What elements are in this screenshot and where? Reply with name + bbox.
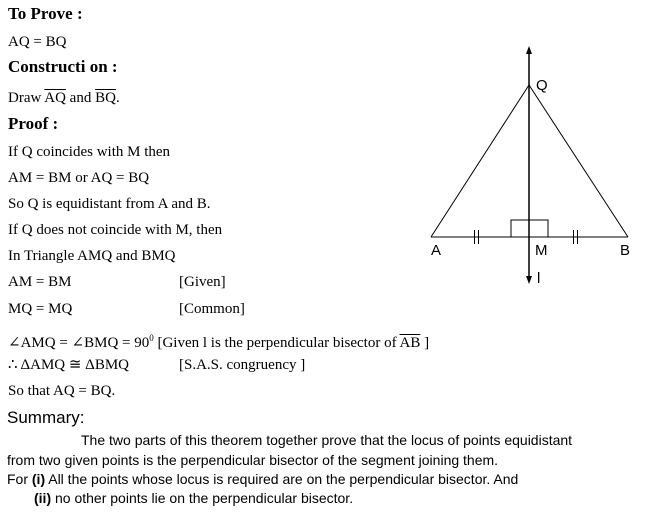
segment-bq: $\overline{BQ}$: [95, 90, 116, 106]
arrow-up-icon: [526, 46, 532, 54]
label-a: A: [431, 242, 442, 259]
congruence-reason: [S.A.S. congruency ]: [179, 357, 306, 373]
label-m: M: [535, 242, 548, 259]
and-text: and: [65, 90, 96, 106]
arrow-down-icon: [526, 276, 532, 284]
congruence-statement: ∴ ΔAMQ ≅ ΔBMQ: [8, 357, 130, 373]
item-marker: (ii): [34, 490, 52, 506]
segment-aq-line: [431, 85, 529, 237]
item-text: All the points whose locus is required are on the perpendicular bisector. And: [45, 471, 519, 487]
for-label: For: [7, 471, 32, 487]
label-b: B: [620, 242, 631, 259]
to-prove-statement: AQ = BQ: [8, 34, 67, 50]
segment-aq: $\overline{AQ}$: [44, 90, 66, 106]
item-marker: (i): [31, 471, 46, 487]
proof-line: In Triangle AMQ and BMQ: [8, 248, 176, 264]
step-statement: MQ = MQ: [8, 301, 73, 317]
angle-reason: [Given l is the perpendicular bisector of: [153, 335, 400, 351]
summary-line: from two given points is the perpendicular bisector of the segment joining them.: [7, 452, 499, 468]
label-q: Q: [536, 77, 548, 94]
step-statement: AM = BM: [8, 274, 72, 290]
degree-superscript: 0: [149, 333, 154, 343]
segment-ab: $\overline{AB}$: [399, 335, 421, 351]
summary-heading: Summary:: [7, 408, 85, 427]
step-reason: [Given]: [179, 274, 226, 290]
construction-heading: Constructi on :: [8, 57, 118, 76]
proof-line: So Q is equidistant from A and B.: [8, 196, 211, 212]
step-reason: [Common]: [179, 301, 245, 317]
segment-bq-line: [529, 85, 628, 237]
draw-text: Draw: [8, 90, 45, 106]
proof-conclusion: So that AQ = BQ.: [8, 383, 116, 399]
angle-statement: ∠AMQ = ∠BMQ = 90: [8, 335, 150, 351]
bracket-close: ]: [420, 335, 430, 351]
proof-line: If Q coincides with M then: [8, 144, 171, 160]
item-text: no other points lie on the perpendicular bisector.: [51, 490, 354, 506]
perpendicular-bisector-l: [526, 46, 532, 284]
proof-line: If Q does not coincide with M, then: [8, 222, 223, 238]
summary-line: The two parts of this theorem together prove that the locus of points equidistant: [81, 432, 573, 448]
label-l: l: [537, 270, 541, 287]
proof-line: AM = BM or AQ = BQ: [8, 170, 150, 186]
to-prove-heading: To Prove :: [8, 4, 83, 23]
period: .: [115, 90, 120, 106]
proof-heading: Proof :: [8, 114, 59, 133]
